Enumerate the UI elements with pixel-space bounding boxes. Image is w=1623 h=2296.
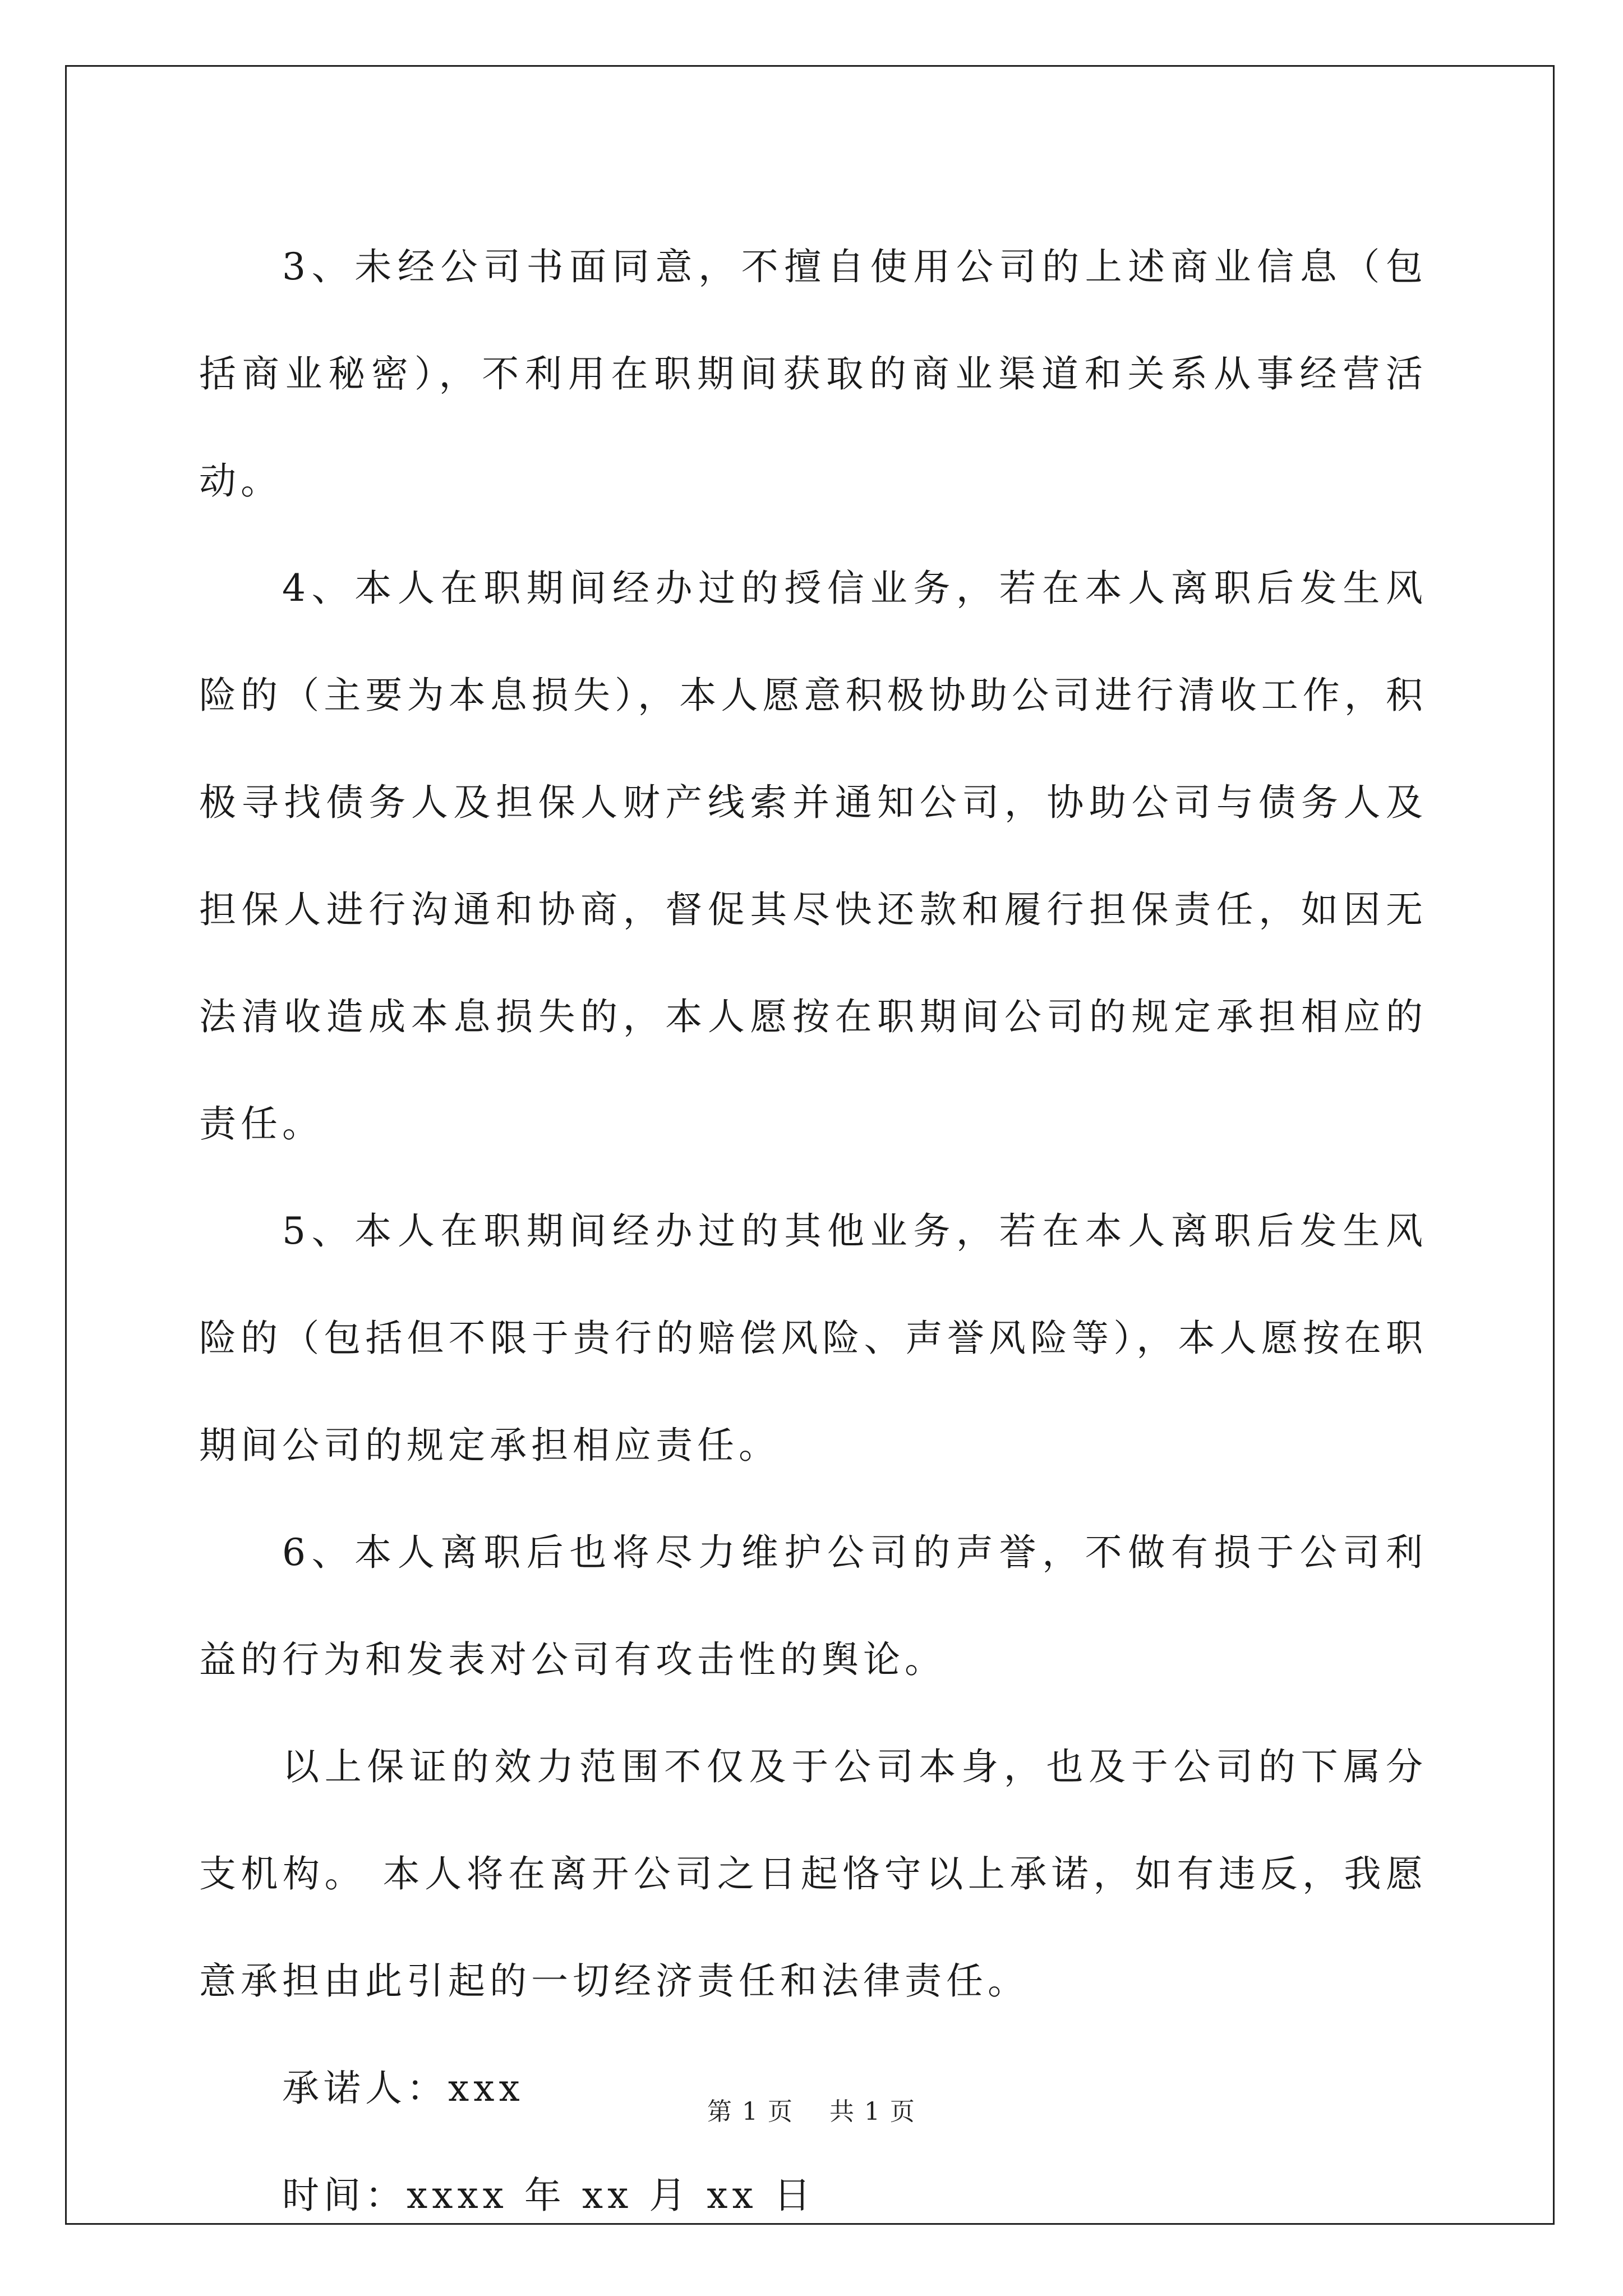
page-number: 第 1 页 (707, 2097, 794, 2126)
paragraph-guarantee-scope: 以上保证的效力范围不仅及于公司本身，也及于公司的下属分支机构。 本人将在离开公司之日起恪守以上承诺，如有违反，我愿意承担由此引起的一切经济责任和法律责任。 (199, 1745, 1427, 2003)
paragraph-6: 6、本人离职后也将尽力维护公司的声誉，不做有损于公司利益的行为和发表对公司有攻击性的舆论。 (199, 1531, 1427, 1681)
document-body (199, 213, 1427, 2249)
paragraph-3: 3、未经公司书面同意，不擅自使用公司的上述商业信息（包括商业秘密），不利用在职期间获取的商业渠道和关系从事经营活动。 (199, 245, 1427, 503)
paragraph-5: 5、本人在职期间经办过的其他业务，若在本人离职后发生风险的（包括但不限于贵行的赔偿风险、声誉风险等），本人愿按在职期间公司的规定承担相应责任。 (199, 1209, 1427, 1467)
total-pages: 共 1 页 (829, 2097, 916, 2126)
date-line: 时间：xxxx 年 xx 月 xx 日 (282, 2174, 815, 2217)
paragraph-4: 4、本人在职期间经办过的授信业务，若在本人离职后发生风险的（主要为本息损失），本人愿意积极协助公司进行清收工作，积极寻找债务人及担保人财产线索并通知公司，协助公司与债务人及担保人进行沟通和协商，督促其尽快还款和履行担保责任，如因无法清收造成本息损失的，本人愿按在职期间公司的规定承担相应的责任。 (199, 567, 1427, 1145)
promisor-line: 承诺人：xxx (282, 2067, 524, 2110)
page-footer (0, 2091, 1623, 2127)
